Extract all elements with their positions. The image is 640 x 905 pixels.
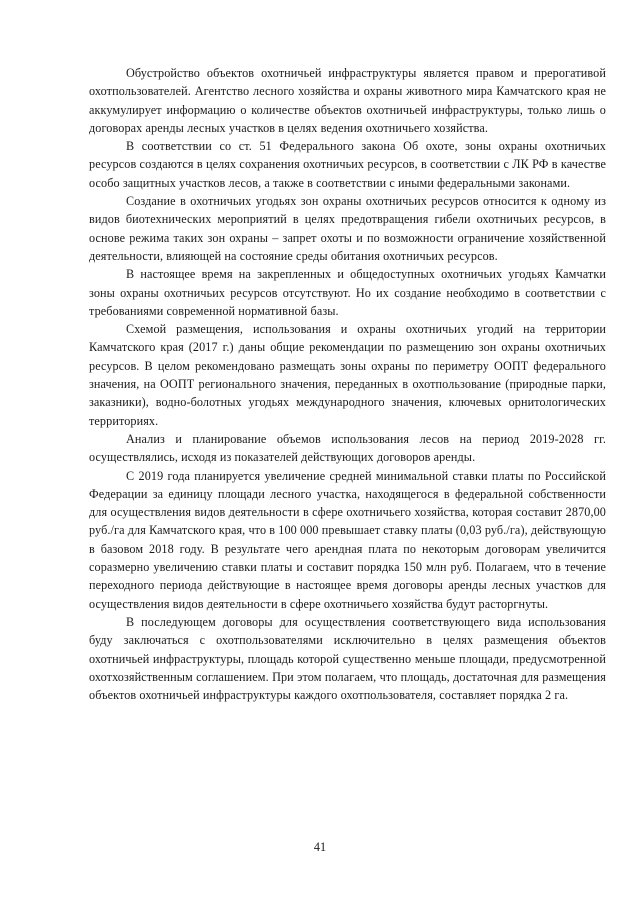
page-number: 41 [313,840,327,854]
paragraph: В соответствии со ст. 51 Федерального закона Об охоте, зоны охраны охотничьих ресурсов создаются в целях сохранения охотничьих ресурсов, в соответствии с ЛК РФ в качестве особо защитных участков лесов, а также в соответствии с иными федеральными законами. [89,139,606,190]
paragraph: Создание в охотничьих угодьях зон охраны охотничьих ресурсов относится к одному из видов биотехнических мероприятий в целях предотвращения гибели охотничьих ресурсов, в основе режима таких зон охраны – запрет охоты и по возможности ограничение хозяйственной деятельности, влияющей на состояние среды обитания охотничьих ресурсов. [89,194,606,263]
paragraph: В последующем договоры для осуществления соответствующего вида использования буду заключаться с охотпользователями исключительно в целях размещения объектов охотничьей инфраструктуры, площадь которой существенно меньше площади, предусмотренной охотхозяйственным соглашением. При этом полагаем, что площадь, достаточная для размещения объектов охотничьей инфраструктуры каждого охотпользователя, составляет порядка 2 га. [89,614,606,703]
paragraph: Анализ и планирование объемов использования лесов на период 2019-2028 гг. осуществлялись, исходя из показателей действующих договоров аренды. [89,431,606,465]
paragraph: Схемой размещения, использования и охраны охотничьих угодий на территории Камчатского края (2017 г.) даны общие рекомендации по размещению зон охраны охотничьих ресурсов. В целом рекомендовано размещать зоны охраны по периметру ООПТ федерального значения, на ООПТ регионального значения, переданных в охотпользование (природные парки, заказники), водно-болотных угодьях международного значения, ключевых орнитологических территориях. [89,322,606,428]
paragraph: Обустройство объектов охотничьей инфраструктуры является правом и прерогативой охотпользователей. Агентство лесного хозяйства и охраны животного мира Камчатского края не аккумулирует информацию о количестве объектов охотничьей инфраструктуры, только лишь о договорах аренды лесных участков в целях ведения охотничьего хозяйства. [89,66,606,135]
paragraph: В настоящее время на закрепленных и общедоступных охотничьих угодьях Камчатки зоны охраны охотничьих ресурсов отсутствуют. Но их создание необходимо в соответствии с требованиями современной нормативной базы. [89,267,606,318]
paragraph: С 2019 года планируется увеличение средней минимальной ставки платы по Российской Федерации за единицу площади лесного участка, находящегося в федеральной собственности для осуществления видов деятельности в сфере охотничьего хозяйства, которая составит 2870,00 руб./га для Камчатского края, что в 100 000 превышает ставку платы (0,03 руб./га), действующую в базовом 2018 году. В результате чего арендная плата по некоторым договорам увеличится соразмерно увеличению ставки платы и составит порядка 150 млн руб. Полагаем, что в течение переходного периода действующие в настоящее время договоры аренды лесных участков для осуществления видов деятельности в сфере охотничьего хозяйства будут расторгнуты. [89,468,606,611]
body-text [89,64,606,704]
